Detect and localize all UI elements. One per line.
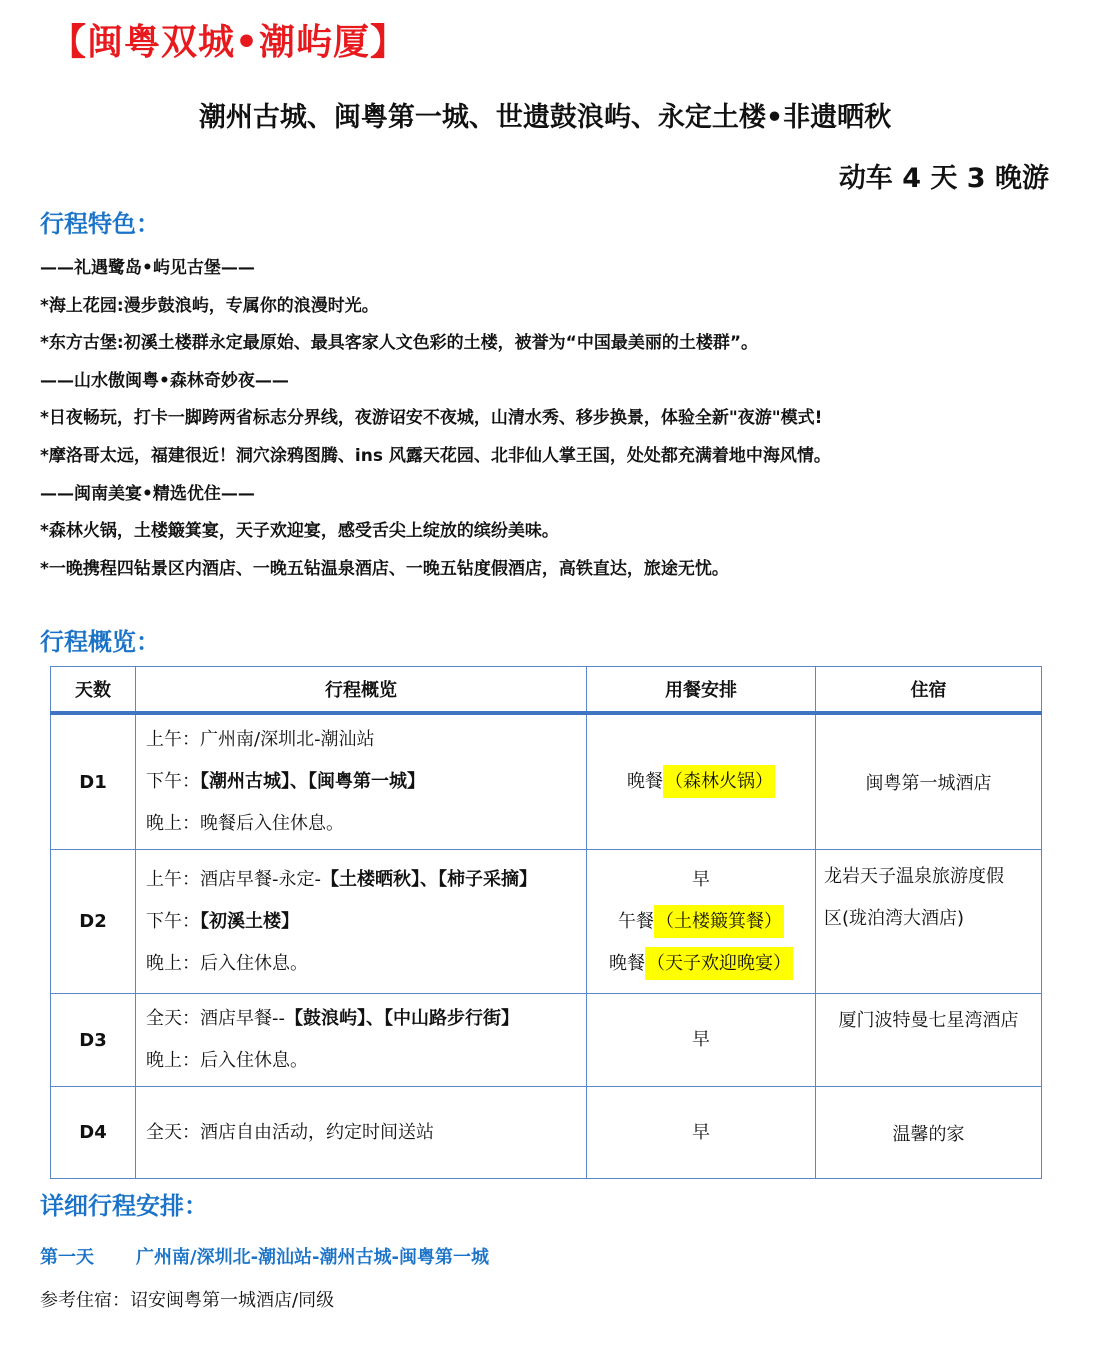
table-header-row bbox=[51, 667, 1042, 714]
features-heading: 行程特色： bbox=[40, 210, 160, 238]
meal-line: 午餐 （土楼簸箕餐） bbox=[588, 901, 814, 943]
feature-line: *海上花园:漫步鼓浪屿，专属你的浪漫时光。 bbox=[40, 295, 379, 316]
header-itinerary: 行程概览 bbox=[136, 667, 587, 714]
meals-cell bbox=[587, 713, 816, 850]
day-cell: D1 bbox=[51, 713, 136, 850]
features-list bbox=[40, 250, 1080, 588]
meals-cell bbox=[587, 850, 816, 994]
table-row bbox=[51, 850, 1042, 994]
hotel-line: 区(珑泊湾大酒店) bbox=[824, 908, 965, 929]
day-cell: D2 bbox=[51, 850, 136, 994]
day-one-route: 广州南/深圳北-潮汕站-潮州古城-闽粤第一城 bbox=[136, 1247, 489, 1268]
itinerary-cell bbox=[136, 994, 587, 1087]
feature-line: *东方古堡:初溪土楼群永定最原始、最具客家人文色彩的土楼，被誉为“中国最美丽的土楼群”。 bbox=[40, 333, 759, 354]
day-cell: D4 bbox=[51, 1087, 136, 1179]
itinerary-cell bbox=[136, 1087, 587, 1179]
itinerary-line: 全天：酒店自由活动，约定时间送站 bbox=[146, 1121, 434, 1143]
hotel-cell bbox=[816, 994, 1042, 1087]
day-one-heading bbox=[40, 1243, 489, 1269]
details-heading: 详细行程安排： bbox=[40, 1192, 208, 1220]
feature-line: ——闽南美宴•精选优住—— bbox=[40, 483, 255, 504]
table-row bbox=[51, 1087, 1042, 1179]
itinerary-line: 上午：酒店早餐-永定-【土楼晒秋】、【柿子采摘】 bbox=[146, 868, 537, 890]
day-cell: D3 bbox=[51, 994, 136, 1087]
hotel-cell: 闽粤第一城酒店 bbox=[816, 713, 1042, 850]
itinerary-cell bbox=[136, 850, 587, 994]
day-one-label: 第一天 bbox=[40, 1247, 94, 1268]
itinerary-line: 晚上：后入住休息。 bbox=[146, 952, 308, 974]
itinerary-line: 下午：【初溪土楼】 bbox=[146, 910, 299, 932]
itinerary-line: 下午：【潮州古城】、【闽粤第一城】 bbox=[146, 771, 425, 792]
meal-line: 晚餐 （森林火锅） bbox=[588, 761, 814, 803]
reference-hotel: 参考住宿：诏安闽粤第一城酒店/同级 bbox=[40, 1290, 335, 1311]
brand-title: 【闽粤双城•潮屿厦】 bbox=[50, 22, 408, 63]
table-row bbox=[51, 713, 1042, 850]
meal-line: 早 bbox=[692, 1121, 710, 1143]
hotel-line: 龙岩天子温泉旅游度假 bbox=[824, 866, 1004, 887]
header-day: 天数 bbox=[51, 667, 136, 714]
header-hotel: 住宿 bbox=[816, 667, 1042, 714]
tour-subtitle: 潮州古城、闽粤第一城、世遗鼓浪屿、永定土楼•非遗晒秋 bbox=[198, 102, 892, 133]
feature-line: ——礼遇鹭岛•屿见古堡—— bbox=[40, 258, 255, 278]
feature-line: *一晚携程四钻景区内酒店、一晚五钻温泉酒店、一晚五钻度假酒店，高铁直达，旅途无忧。 bbox=[40, 558, 729, 579]
meal-highlight: （天子欢迎晚宴） bbox=[645, 947, 793, 980]
feature-line: *摩洛哥太远，福建很近！洞穴涂鸦图腾、ins 风露天花园、北非仙人掌王国，处处都充满着地中海风情。 bbox=[40, 445, 831, 466]
feature-line: ——山水傲闽粤•森林奇妙夜—— bbox=[40, 370, 289, 391]
feature-line: *日夜畅玩，打卡一脚跨两省标志分界线，夜游诏安不夜城，山清水秀、移步换景，体验全新"夜游"模式! bbox=[40, 408, 823, 429]
meal-highlight: （森林火锅） bbox=[663, 765, 775, 798]
overview-heading: 行程概览： bbox=[40, 628, 160, 656]
itinerary-cell bbox=[136, 713, 587, 850]
itinerary-line: 全天：酒店早餐--【鼓浪屿】、【中山路步行街】 bbox=[146, 1008, 519, 1029]
itinerary-line: 晚上：晚餐后入住休息。 bbox=[146, 813, 344, 834]
itinerary-table bbox=[50, 666, 1042, 1179]
hotel-cell: 温馨的家 bbox=[816, 1087, 1042, 1179]
meal-line: 晚餐 （天子欢迎晚宴） bbox=[588, 943, 814, 985]
header-meals: 用餐安排 bbox=[587, 667, 816, 714]
itinerary-line: 上午：广州南/深圳北-潮汕站 bbox=[146, 729, 375, 750]
meals-cell bbox=[587, 1087, 816, 1179]
table-row bbox=[51, 994, 1042, 1087]
feature-line: *森林火锅，土楼簸箕宴，天子欢迎宴，感受舌尖上绽放的缤纷美味。 bbox=[40, 521, 559, 542]
tour-duration: 动车 4 天 3 晚游 bbox=[838, 163, 1049, 194]
hotel-cell bbox=[816, 850, 1042, 994]
meal-line: 早 bbox=[692, 1029, 710, 1050]
meal-line: 早 bbox=[692, 868, 710, 890]
itinerary-line: 晚上：后入住休息。 bbox=[146, 1050, 308, 1071]
meals-cell bbox=[587, 994, 816, 1087]
hotel-line: 厦门波特曼七星湾酒店 bbox=[838, 1010, 1019, 1031]
meal-highlight: （土楼簸箕餐） bbox=[654, 905, 784, 938]
